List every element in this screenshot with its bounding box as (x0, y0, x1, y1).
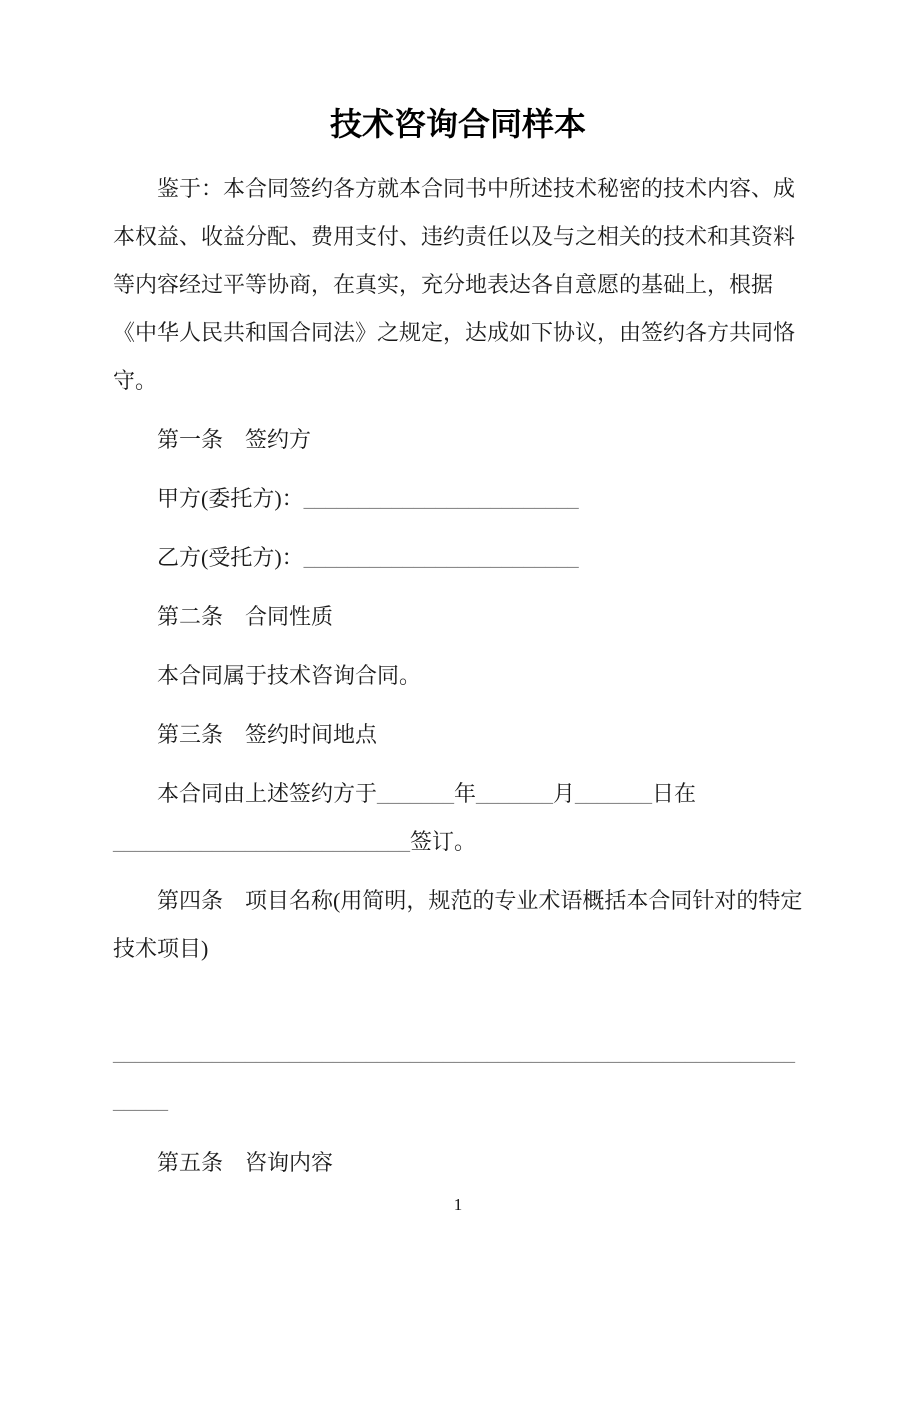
article2-body: 本合同属于技术咨询合同。 (157, 663, 422, 688)
party-b-label: 乙方(受托方)： (157, 545, 304, 570)
place-blank-line: ___________________________ (113, 829, 410, 854)
page-number: 1 (453, 1195, 463, 1214)
intro-line-3: 等内容经过平等协商，在真实，充分地表达各自意愿的基础上，根据 (113, 272, 774, 297)
contract-document-page (0, 104, 920, 1406)
signing-place-line (113, 818, 803, 866)
document-title: 技术咨询合同样本 (329, 106, 586, 142)
article3-heading: 第三条 签约时间地点 (157, 722, 378, 747)
article4-heading-line2: 技术项目) (113, 936, 209, 961)
month-label: 月 (553, 781, 576, 806)
project-name-fill-line2 (113, 1077, 803, 1125)
party-a-blank-line: _________________________ (303, 486, 579, 511)
signing-date-prefix: 本合同由上述签约方于 (157, 781, 378, 806)
party-a-line (113, 475, 803, 523)
project-name-fill-line1 (113, 1029, 803, 1077)
fill-blank-line-2: _____ (113, 1088, 168, 1113)
intro-line-2: 本权益、收益分配、费用支付、违约责任以及与之相关的技术和其资料 (113, 224, 796, 249)
signing-date-line (113, 770, 803, 818)
article5-heading: 第五条 咨询内容 (157, 1150, 334, 1175)
signing-suffix: 签订。 (410, 829, 477, 854)
party-a-label: 甲方(委托方)： (157, 486, 304, 511)
year-blank-line: _______ (377, 781, 455, 806)
party-b-blank-line: _________________________ (303, 545, 579, 570)
article1-heading: 第一条 签约方 (157, 427, 312, 452)
intro-line-4: 《中华人民共和国合同法》之规定，达成如下协议，由签约各方共同恪 (113, 320, 796, 345)
day-suffix: 日在 (652, 781, 697, 806)
article4-heading-line1: 第四条 项目名称(用简明，规范的专业术语概括本合同针对的特定 (157, 888, 803, 913)
party-b-line (113, 534, 803, 582)
year-label: 年 (454, 781, 477, 806)
intro-line-5: 守。 (113, 368, 158, 393)
fill-blank-line-1: ______________________________________________________________ (113, 1040, 795, 1065)
day-blank-line: _______ (575, 781, 653, 806)
article2-heading: 第二条 合同性质 (157, 604, 334, 629)
month-blank-line: _______ (476, 781, 554, 806)
intro-line-1: 鉴于：本合同签约各方就本合同书中所述技术秘密的技术内容、成 (157, 176, 796, 201)
